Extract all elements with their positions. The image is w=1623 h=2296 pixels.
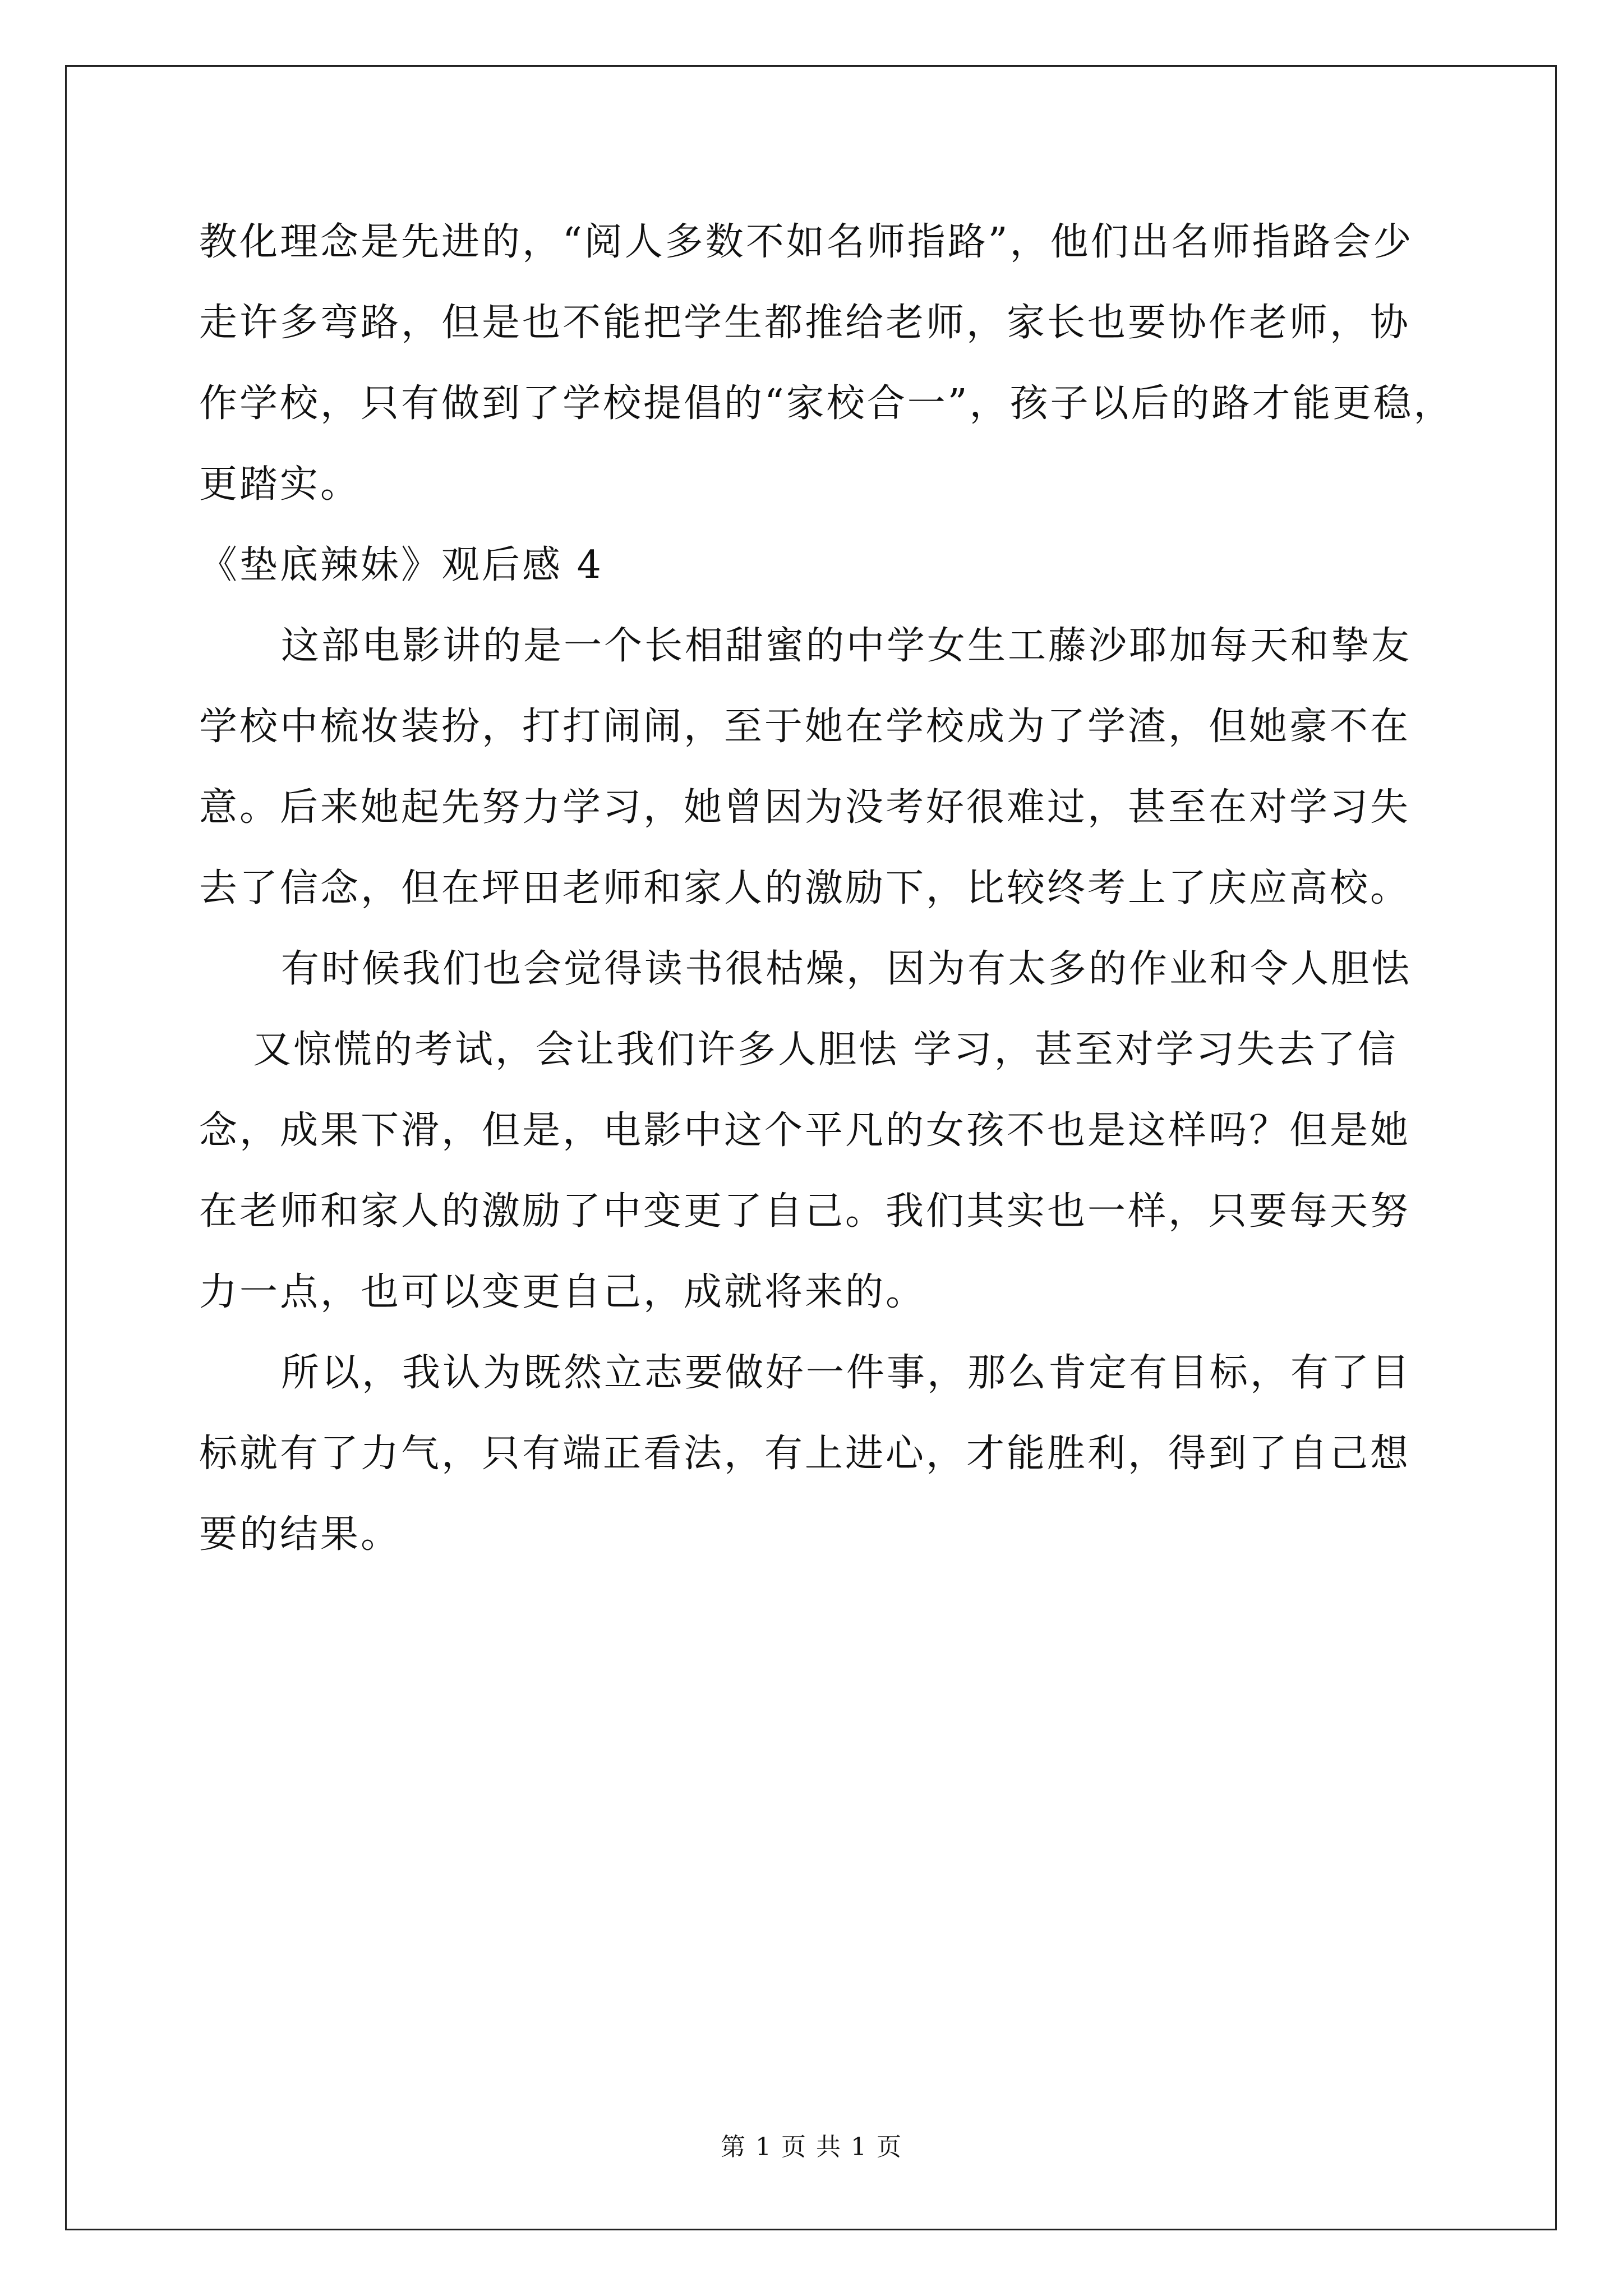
paragraph-3-line-2: 又惊慌的考试，会让我们许多人胆怯 学习，甚至对学习失去了信 <box>253 1028 1398 1072</box>
paragraph-1-line-2: 走许多弯路，但是也不能把学生都推给老师，家长也要协作老师，协 <box>199 301 1411 345</box>
paragraph-1-line-3: 作学校，只有做到了学校提倡的“家校合一”，孩子以后的路才能更稳， <box>199 381 1454 426</box>
page-footer: 第 1 页 共 1 页 <box>721 2133 902 2161</box>
paragraph-1-line-4: 更踏实。 <box>199 462 361 507</box>
paragraph-3-line-5: 力一点，也可以变更自己，成就将来的。 <box>199 1270 926 1314</box>
paragraph-2-line-2: 学校中梳妆装扮，打打闹闹，至于她在学校成为了学渣，但她豪不在 <box>199 705 1411 749</box>
paragraph-3-line-3: 念，成果下滑，但是，电影中这个平凡的女孩不也是这样吗？但是她 <box>199 1108 1411 1153</box>
paragraph-2-line-1: 这部电影讲的是一个长相甜蜜的中学女生工藤沙耶加每天和挚友 <box>281 624 1412 668</box>
paragraph-3-line-4: 在老师和家人的激励了中变更了自己。我们其实也一样，只要每天努 <box>199 1189 1411 1234</box>
paragraph-4-line-2: 标就有了力气，只有端正看法，有上进心，才能胜利，得到了自己想 <box>199 1432 1411 1476</box>
paragraph-3-line-1: 有时候我们也会觉得读书很枯燥，因为有太多的作业和令人胆怯 <box>281 947 1412 991</box>
paragraph-1-line-1: 教化理念是先进的，“阅人多数不如名师指路”，他们出名师指路会少 <box>199 220 1414 264</box>
paragraph-4-line-3: 要的结果。 <box>199 1512 402 1557</box>
paragraph-4-line-1: 所以，我认为既然立志要做好一件事，那么肯定有目标，有了目 <box>281 1351 1412 1395</box>
paragraph-2-line-4: 去了信念，但在坪田老师和家人的激励下，比较终考上了庆应高校。 <box>199 866 1411 910</box>
section-title: 《垫底辣妹》观后感 4 <box>199 543 603 587</box>
paragraph-2-line-3: 意。后来她起先努力学习，她曾因为没考好很难过，甚至在对学习失 <box>199 785 1411 830</box>
